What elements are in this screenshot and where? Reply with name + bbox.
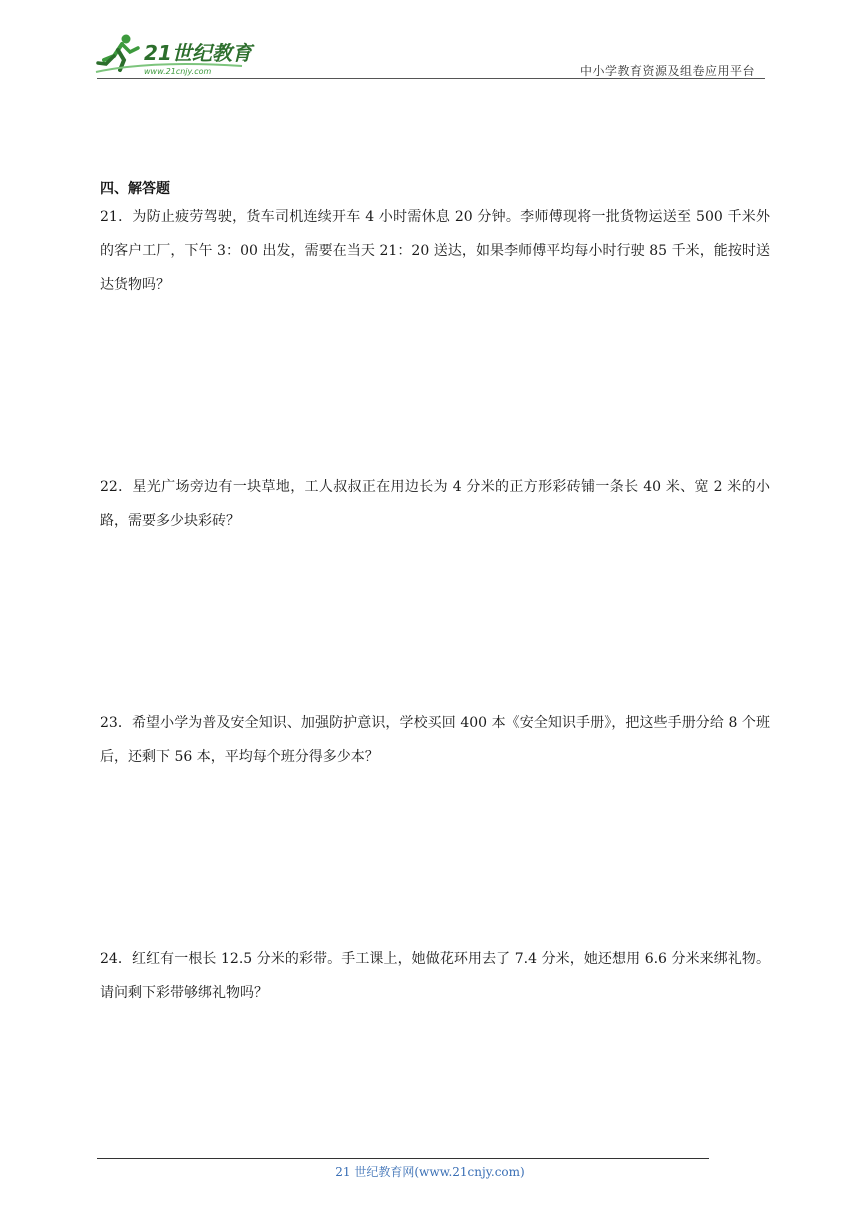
header-divider [97, 78, 765, 79]
footer-link[interactable]: 21 世纪教育网(www.21cnjy.com) [335, 1165, 525, 1179]
logo [92, 30, 262, 80]
question-22: 22．星光广场旁边有一块草地，工人叔叔正在用边长为 4 分米的正方形彩砖铺一条长 40 米、宽 2 米的小路，需要多少块彩砖？ [100, 479, 770, 529]
page-header [0, 0, 860, 90]
svg-text:21世纪教育: 21世纪教育 [144, 41, 252, 65]
question-23: 23．希望小学为普及安全知识、加强防护意识，学校买回 400 本《安全知识手册》，把这些手册分给 8 个班后，还剩下 56 本，平均每个班分得多少本？ [100, 715, 770, 765]
svg-text:www.21cnjy.com: www.21cnjy.com [144, 67, 212, 76]
runner-logo-icon [92, 30, 262, 80]
question-21: 21．为防止疲劳驾驶，货车司机连续开车 4 小时需休息 20 分钟。李师傅现将一批货物运送至 500 千米外的客户工厂，下午 3：00 出发，需要在当天 21：20 送达，如果李师傅平均每小时行驶 85 千米，能按时送达货物吗？ [100, 209, 770, 293]
question-24: 24．红红有一根长 12.5 分米的彩带。手工课上，她做花环用去了 7.4 分米，她还想用 6.6 分米来绑礼物。请问剩下彩带够绑礼物吗？ [100, 951, 770, 1001]
platform-label: 中小学教育资源及组卷应用平台 [579, 64, 755, 78]
footer-divider [97, 1158, 709, 1159]
section-title: 四、解答题 [100, 181, 170, 197]
